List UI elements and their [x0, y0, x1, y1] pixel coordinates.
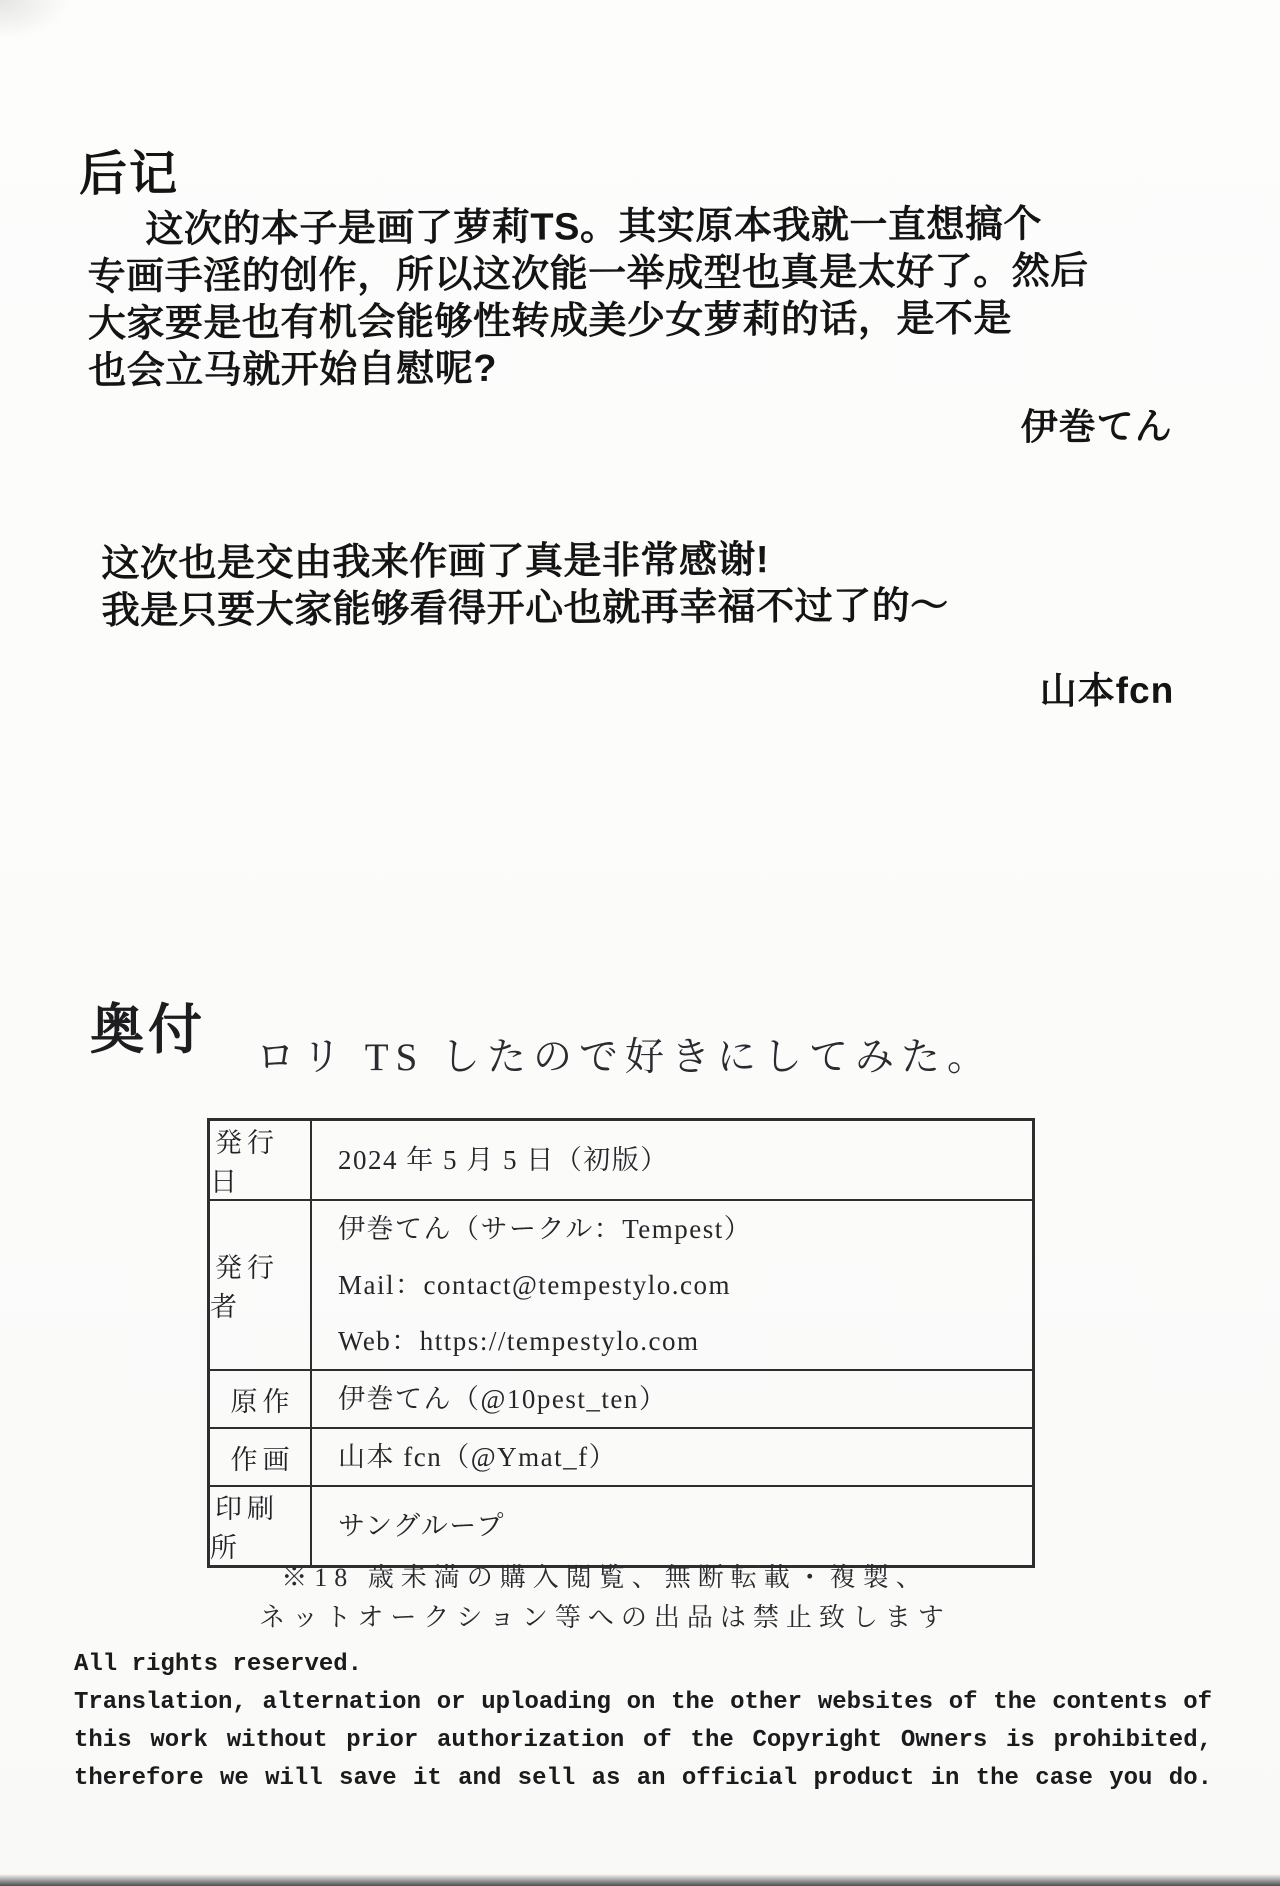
paragraph-line: 也会立马就开始自慰呢?: [88, 347, 498, 393]
afterword-paragraph-1: [87, 201, 1148, 395]
rights-line: Translation, alternation or uploading on the other websites of the contents of: [74, 1689, 1212, 1716]
artist-signature: 山本fcn: [1039, 669, 1175, 712]
rights-line: therefore we will save it and sell as an official product in the case you do.: [74, 1765, 1212, 1792]
notice-line: ネットオークション等への出品は禁止致します: [259, 1603, 951, 1632]
table-value-cell: [312, 1121, 1032, 1199]
table-row: [210, 1199, 1032, 1369]
scan-bottom-edge: [0, 1874, 1280, 1886]
table-label-cell: 作画: [210, 1429, 312, 1485]
scan-corner-shadow: [0, 0, 70, 40]
paragraph-line: 大家要是也有机会能够性转成美少女萝莉的话，是不是: [87, 297, 1013, 346]
book-title: ロリ TS したので好きにしてみた。: [256, 1036, 994, 1079]
paragraph-line: 我是只要大家能够看得开心也就再幸福不过了的～: [101, 585, 949, 633]
table-value-line: サングループ: [338, 1511, 505, 1541]
rights-line: All rights reserved.: [74, 1651, 363, 1678]
table-value-cell: [312, 1429, 1032, 1485]
table-row: [210, 1427, 1032, 1485]
table-value-line: Web：https://tempestylo.com: [338, 1326, 700, 1356]
afterword-paragraph-2: [101, 535, 1182, 636]
colophon-heading: 奥付: [90, 999, 206, 1060]
paragraph-line: 专画手淫的创作，所以这次能一举成型也真是太好了。然后: [87, 250, 1089, 299]
table-row: [210, 1369, 1032, 1427]
notice-line: ※18 歳未満の購入閲覧、無断転載・複製、: [281, 1563, 929, 1592]
table-label-cell: 印刷所: [210, 1487, 312, 1565]
rights-statement: [74, 1646, 1212, 1798]
rights-line: this work without prior authorization of the Copyright Owners is prohibited,: [74, 1727, 1212, 1754]
colophon-table: [207, 1118, 1035, 1568]
author-signature: 伊巻てん: [1020, 405, 1173, 448]
table-value-line: 伊巻てん（サークル：Tempest）: [338, 1214, 753, 1244]
table-row: [210, 1121, 1032, 1199]
afterword-section: [0, 0, 1280, 712]
table-label-cell: 発行日: [210, 1121, 312, 1199]
paragraph-line: 这次也是交由我来作画了真是非常感谢!: [101, 539, 770, 586]
table-value-line: 伊巻てん（@10pest_ten）: [338, 1384, 668, 1414]
table-value-cell: [312, 1201, 1032, 1369]
table-value-line: 山本 fcn（@Ymat_f）: [338, 1442, 618, 1472]
afterword-heading: 后记: [78, 147, 180, 202]
table-row: [210, 1485, 1032, 1565]
table-value-cell: [312, 1487, 1032, 1565]
table-label-cell: 発行者: [210, 1201, 312, 1369]
paragraph-line: 这次的本子是画了萝莉TS。其实原本我就一直想搞个: [145, 203, 1043, 252]
age-restriction-notice: [90, 1558, 1120, 1638]
table-label-cell: 原作: [210, 1371, 312, 1427]
table-value-line: 2024 年 5 月 5 日（初版）: [338, 1145, 669, 1175]
table-value-cell: [312, 1371, 1032, 1427]
table-value-line: Mail：contact@tempestylo.com: [338, 1270, 732, 1300]
